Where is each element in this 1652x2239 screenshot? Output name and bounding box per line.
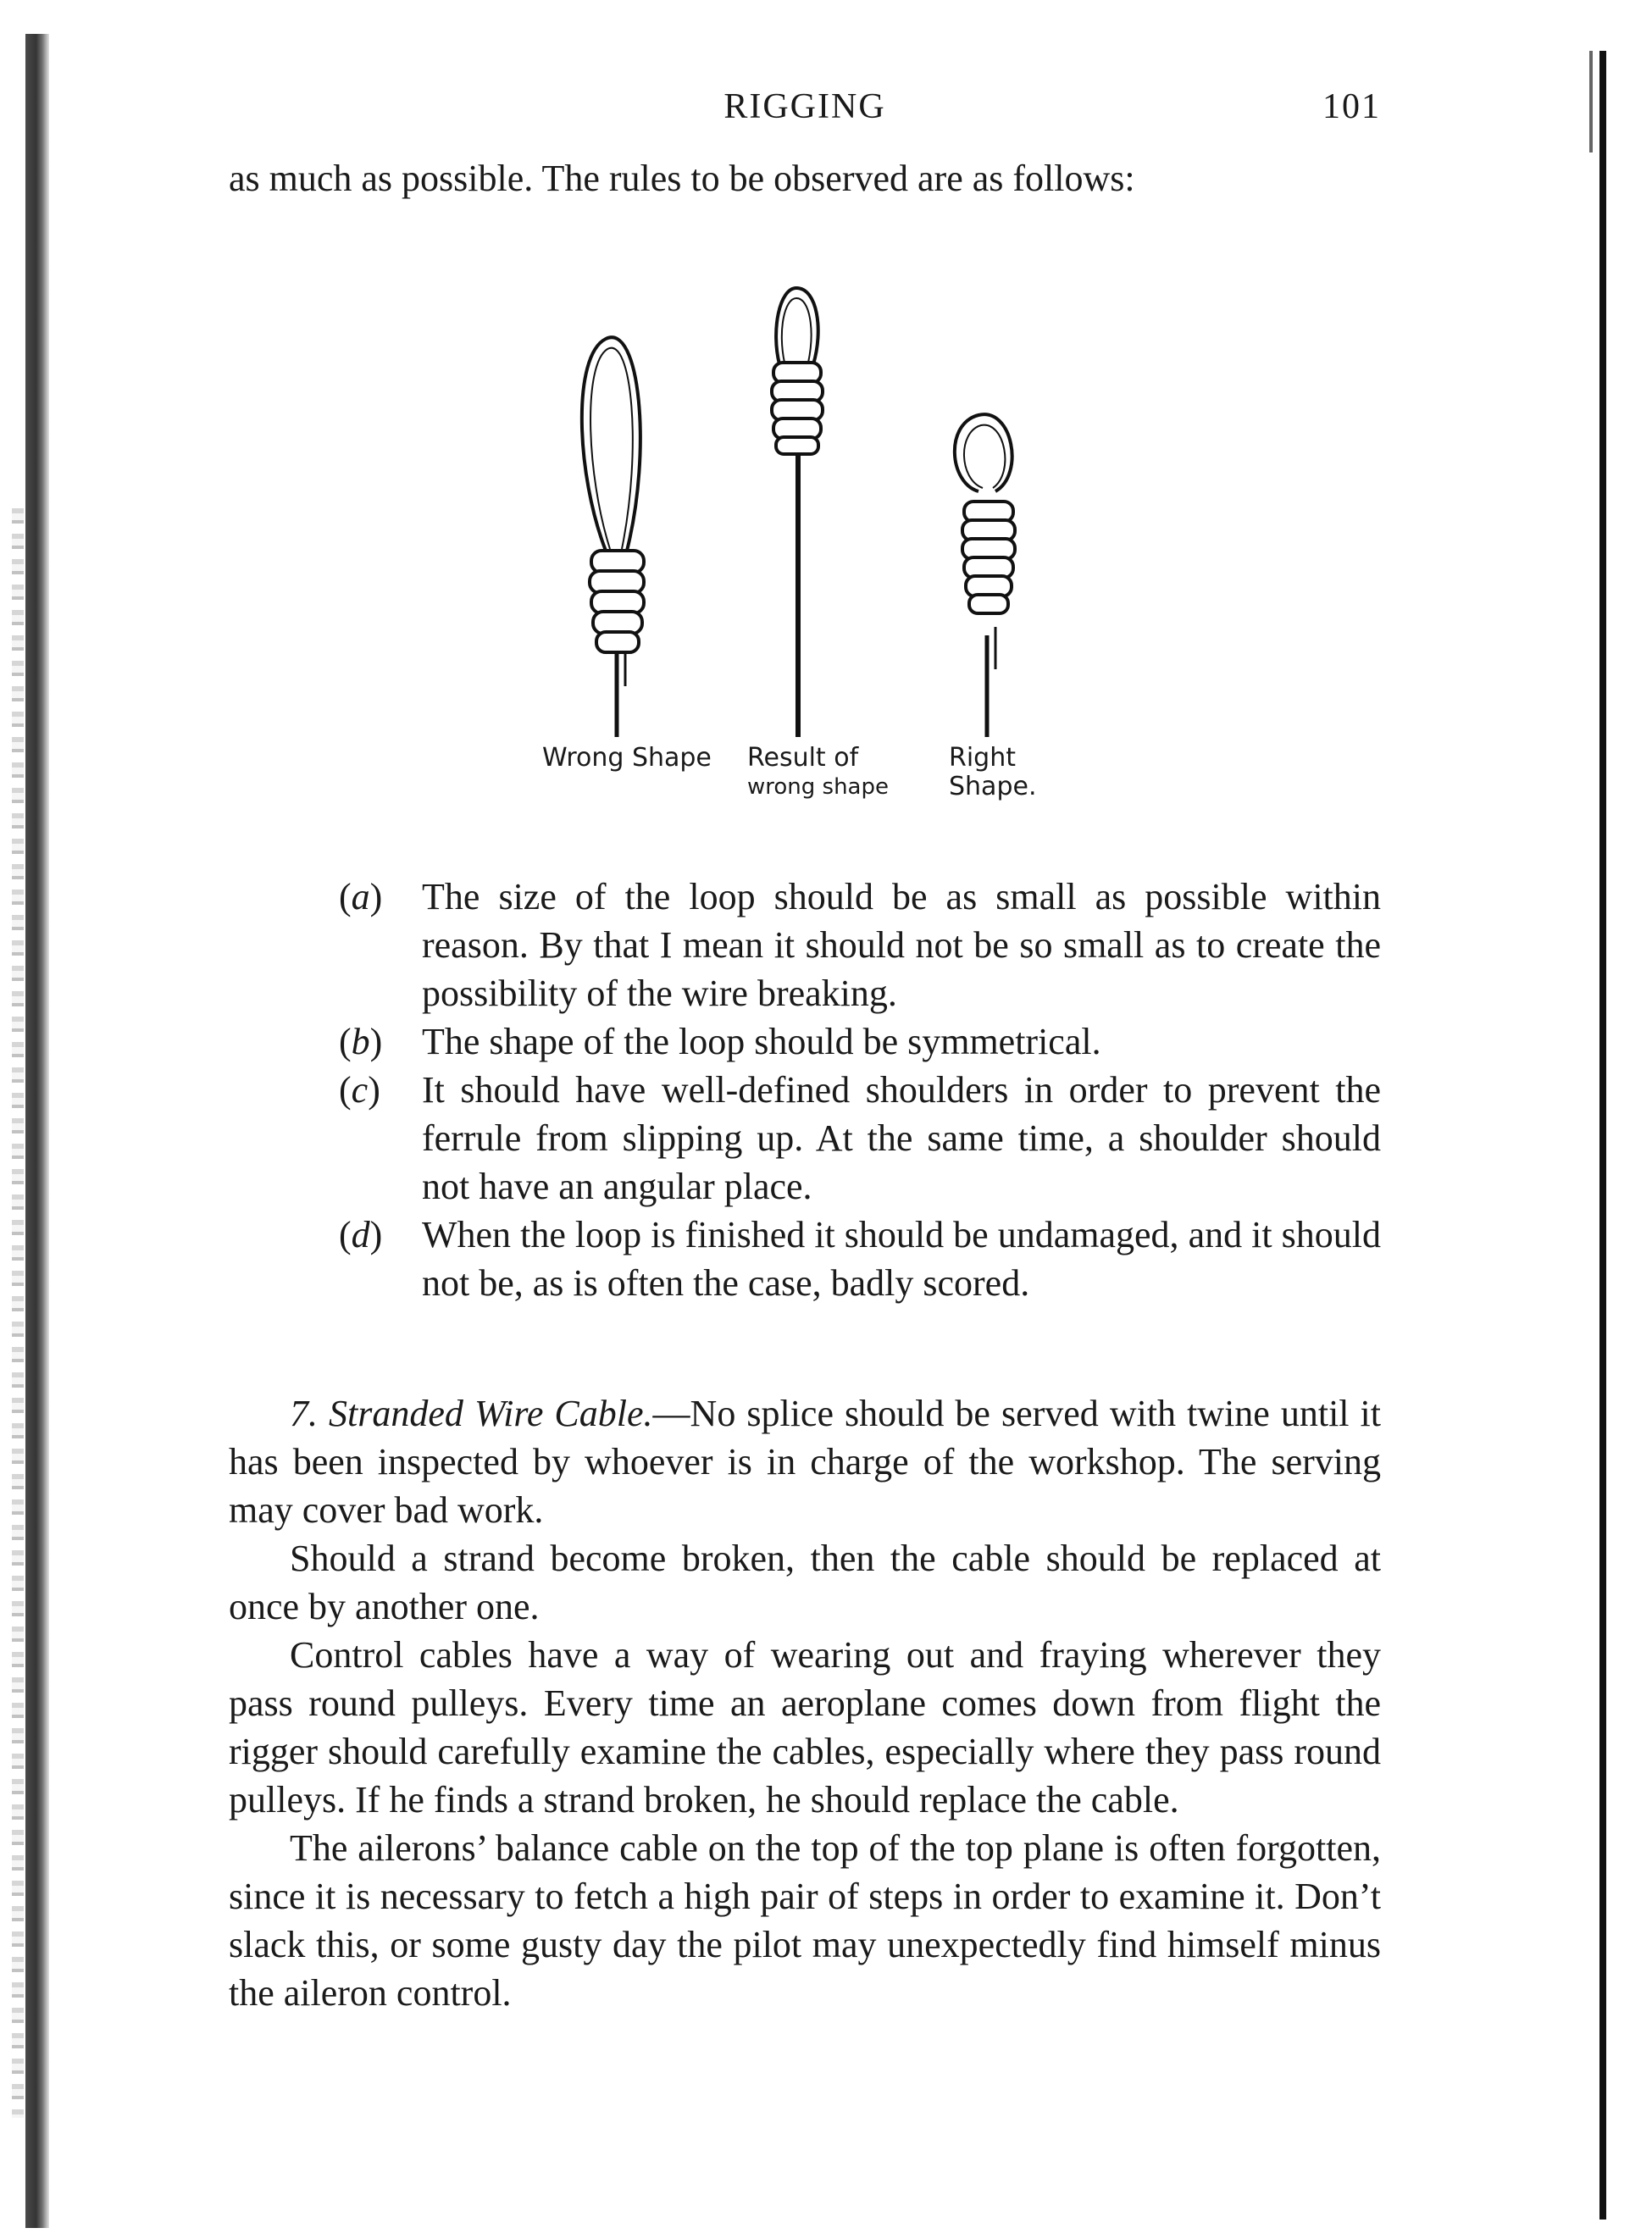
wrong-shape-loop-drawing — [582, 337, 640, 737]
section-first-paragraph-text: No splice should be served with twine until it has been inspected by whoever is in charge of the workshop. The serving may cover bad work. — [229, 1393, 1382, 1531]
page-header — [229, 86, 1381, 137]
paragraph: The ailerons’ balance cable on the top of the top plane is often forgotten, since it is necessary to fetch a high pair of steps in order to examine it. Don’t slack this, or some gusty day the pilot may unexpectedly find himself minus the aileron control. — [229, 1827, 1381, 2014]
section-stranded-wire-cable — [229, 1389, 1381, 2017]
rule-text: When the loop is finished it should be undamaged, and it should not be, as is often the case, badly scored. — [422, 1214, 1381, 1304]
paragraph: Control cables have a way of wearing out and fraying wherever they pass round pulleys. Every time an aeroplane comes down from flight the rigger should carefully examine the cables, especially where they pass round pulleys. If he finds a strand broken, he should replace the cable. — [229, 1634, 1381, 1821]
rule-item-d — [339, 1211, 1381, 1307]
running-head: RIGGING — [723, 87, 886, 126]
rule-item-b — [339, 1017, 1381, 1066]
result-loop-drawing — [776, 288, 818, 737]
right-shape-ferrule-drawing — [962, 502, 1015, 613]
section-title: Stranded Wire Cable. — [329, 1393, 653, 1434]
loop-figure — [525, 280, 1101, 822]
rule-item-c — [339, 1066, 1381, 1211]
rule-text: The size of the loop should be as small as possible within reason. By that I mean it should not be so small as to create the possibility of the wire breaking. — [422, 876, 1381, 1014]
scan-edge-left-speckle — [12, 508, 24, 2118]
paragraph: Should a strand become broken, then the cable should be replaced at once by another one. — [229, 1538, 1381, 1627]
caption-wrong-shape: Wrong Shape — [542, 743, 712, 773]
rule-label: (a) — [339, 876, 383, 917]
loop-illustration — [525, 280, 1101, 754]
caption-result-line1: Result of — [747, 743, 859, 773]
intro-paragraph — [229, 154, 1381, 202]
scan-edge-left — [25, 34, 49, 2228]
section-first-paragraph — [229, 1389, 1381, 1534]
rule-label: (d) — [339, 1214, 383, 1255]
section-dash: — — [652, 1393, 690, 1434]
rule-label: (b) — [339, 1021, 383, 1062]
result-ferrule-drawing — [772, 363, 823, 454]
intro-text: as much as possible. The rules to be observed are as follows: — [229, 158, 1135, 199]
caption-result-line2: wrong shape — [747, 774, 889, 800]
rule-label: (c) — [339, 1069, 380, 1111]
caption-right-line2: Shape. — [949, 772, 1037, 801]
page-number: 101 — [1322, 87, 1381, 126]
rule-item-a — [339, 873, 1381, 1017]
rules-list — [339, 873, 1381, 1307]
caption-right-line1: Right — [949, 743, 1016, 773]
rule-text: The shape of the loop should be symmetrical. — [422, 1021, 1101, 1062]
rule-text: It should have well-defined shoulders in order to prevent the ferrule from slipping up. At the same time, a shoulder should not have an angular place. — [422, 1069, 1381, 1207]
wrong-shape-ferrule-drawing — [590, 551, 644, 652]
section-number: 7. — [290, 1393, 318, 1434]
scan-edge-right-shadow — [1589, 51, 1593, 152]
scan-edge-right — [1599, 51, 1606, 2220]
